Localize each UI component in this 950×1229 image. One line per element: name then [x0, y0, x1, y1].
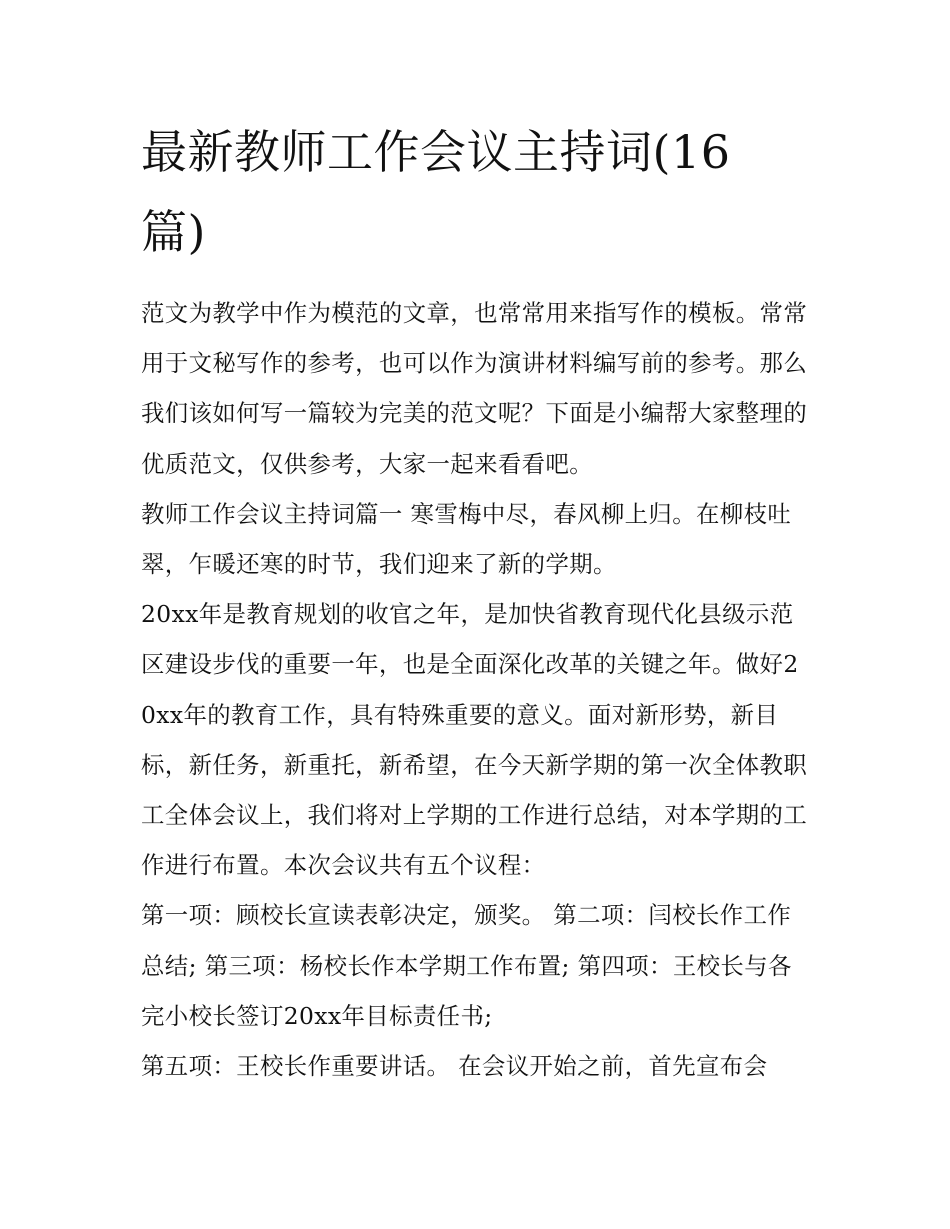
paragraph-agenda: 第一项：顾校长宣读表彰决定，颁奖。 第二项：闫校长作工作总结; 第三项：杨校长作本学期工作布置; 第四项：王校长与各完小校长签订20xx年目标责任书; [141, 901, 792, 1030]
document-body [141, 112, 811, 1091]
paragraph-agenda-final: 第五项：王校长作重要讲话。 在会议开始之前，首先宣布会 [141, 1052, 768, 1081]
paragraph-intro: 范文为教学中作为模范的文章，也常常用来指写作的模板。常常用于文秘写作的参考，也可以作为演讲材料编写前的参考。那么我们该如何写一篇较为完美的范文呢？下面是小编帮大家整理的优质范文，仅供参考，大家一起来看看吧。 [141, 299, 808, 478]
document-title: 最新教师工作会议主持词(16篇) [141, 125, 731, 259]
paragraph-overview: 20xx年是教育规划的收官之年，是加快省教育现代化县级示范区建设步伐的重要一年，也是全面深化改革的关键之年。做好20xx年的教育工作，具有特殊重要的意义。面对新形势，新目标，新任务，新重托，新希望，在今天新学期的第一次全体教职工全体会议上，我们将对上学期的工作进行总结，对本学期的工作进行布置。本次会议共有五个议程： [141, 600, 808, 880]
paragraph-opening: 教师工作会议主持词篇一 寒雪梅中尽，春风柳上归。在柳枝吐翠，乍暖还寒的时节，我们迎来了新的学期。 [141, 499, 792, 579]
